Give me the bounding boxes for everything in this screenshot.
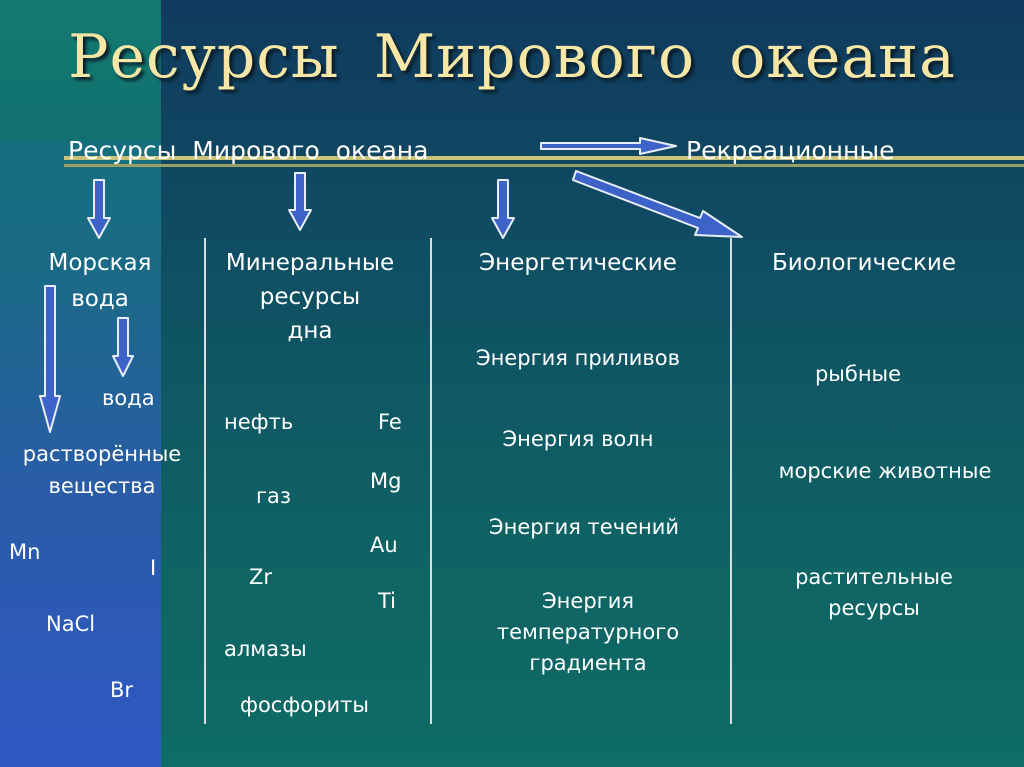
arrow-down-icon: [289, 173, 311, 230]
mineral-heading-line1: Минеральные: [225, 250, 395, 276]
arrow-diagonal-icon: [573, 171, 742, 237]
bio-marine-animals: морские животные: [778, 459, 992, 483]
mineral-zr: Zr: [249, 565, 273, 589]
energy-waves: Энергия волн: [502, 427, 654, 451]
sea-water-heading-line2: вода: [71, 286, 129, 312]
element-i: I: [150, 556, 157, 580]
arrow-down-icon: [492, 180, 514, 238]
energy-tides: Энергия приливов: [475, 346, 680, 370]
mineral-oil: нефть: [224, 410, 294, 434]
mineral-ti: Ti: [378, 589, 397, 613]
energy-temp-line3: градиента: [529, 651, 647, 675]
water-label: вода: [102, 386, 155, 410]
dissolved-line2: вещества: [48, 474, 156, 498]
mineral-heading-line3: дна: [287, 318, 333, 344]
sea-water-heading-line1: Морская: [48, 250, 152, 276]
dissolved-line1: растворённые: [22, 442, 182, 466]
slide-title: Ресурсы Мирового океана: [68, 22, 956, 92]
energy-temp-line2: температурного: [496, 620, 680, 644]
element-br: Br: [110, 678, 134, 702]
bio-plants-line1: растительные: [795, 565, 953, 589]
root-label: Ресурсы Мирового океана: [68, 136, 429, 165]
energy-temp-line1: Энергия: [542, 589, 634, 613]
element-mn: Mn: [9, 540, 41, 564]
recreational-label: Рекреационные: [686, 136, 895, 165]
mineral-fe: Fe: [378, 410, 402, 434]
energy-currents: Энергия течений: [488, 515, 680, 539]
mineral-au: Au: [370, 533, 398, 557]
arrow-right-icon: [541, 138, 676, 154]
bio-heading: Биологические: [772, 250, 956, 276]
bio-fish: рыбные: [814, 362, 902, 386]
element-nacl: NaCl: [46, 612, 96, 636]
mineral-gas: газ: [256, 484, 292, 508]
mineral-heading-line2: ресурсы: [259, 284, 361, 310]
mineral-phosphorites: фосфориты: [240, 693, 369, 717]
arrow-down-icon: [113, 318, 133, 376]
mineral-mg: Mg: [370, 469, 402, 493]
arrow-down-icon: [88, 180, 110, 238]
energy-heading: Энергетические: [479, 250, 677, 276]
bio-plants-line2: ресурсы: [828, 596, 920, 620]
mineral-diamonds: алмазы: [224, 637, 307, 661]
